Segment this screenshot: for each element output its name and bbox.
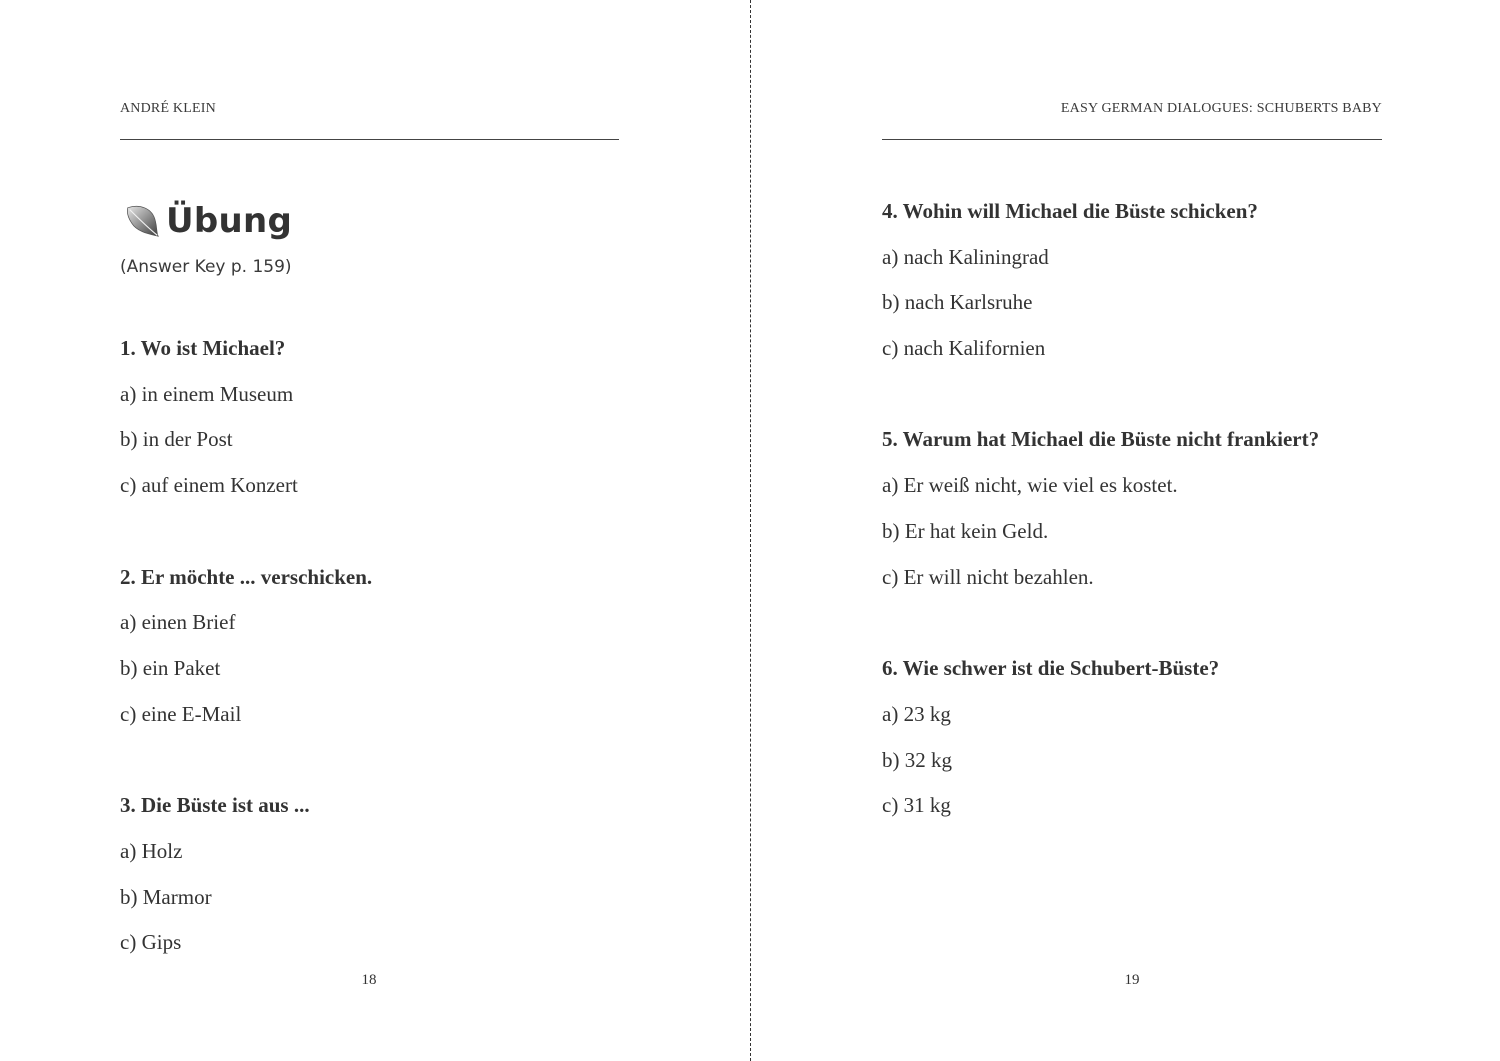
- question-5-option-b: b) Er hat kein Geld.: [882, 519, 1049, 543]
- question-2-option-a: a) einen Brief: [120, 610, 236, 634]
- question-1-option-a: a) in einem Museum: [120, 382, 294, 406]
- question-1-option-b: b) in der Post: [120, 427, 233, 451]
- exercise-heading: [124, 196, 292, 246]
- question-1: 1. Wo ist Michael?: [120, 336, 286, 360]
- question-4-option-b: b) nach Karlsruhe: [882, 290, 1033, 314]
- page-number: 18: [361, 972, 377, 988]
- right-page: [882, 0, 1382, 1061]
- running-head-author: ANDRÉ KLEIN: [120, 101, 216, 116]
- question-2-option-b: b) ein Paket: [120, 656, 221, 680]
- page-divider: [750, 0, 751, 1061]
- left-page: [120, 0, 619, 1061]
- question-2: 2. Er möchte ... verschicken.: [120, 565, 373, 589]
- page-number: 19: [1124, 972, 1140, 988]
- question-6-option-b: b) 32 kg: [882, 748, 952, 772]
- question-3-option-a: a) Holz: [120, 839, 183, 863]
- question-6-option-a: a) 23 kg: [882, 702, 951, 726]
- question-2-option-c: c) eine E-Mail: [120, 702, 242, 726]
- question-6: 6. Wie schwer ist die Schubert-Büste?: [882, 656, 1220, 680]
- question-6-option-c: c) 31 kg: [882, 793, 951, 817]
- heading-title: Übung: [166, 201, 293, 241]
- question-5-option-a: a) Er weiß nicht, wie viel es kostet.: [882, 473, 1178, 497]
- question-1-option-c: c) auf einem Konzert: [120, 473, 298, 497]
- question-4: 4. Wohin will Michael die Büste schicken?: [882, 199, 1258, 223]
- leaf-icon: [124, 202, 162, 240]
- question-4-option-c: c) nach Kalifornien: [882, 336, 1046, 360]
- question-5-option-c: c) Er will nicht bezahlen.: [882, 565, 1094, 589]
- answer-key-reference: (Answer Key p. 159): [120, 257, 292, 277]
- question-4-option-a: a) nach Kaliningrad: [882, 245, 1049, 269]
- question-5: 5. Warum hat Michael die Büste nicht frankiert?: [882, 427, 1320, 451]
- running-head-title: EASY GERMAN DIALOGUES: SCHUBERTS BABY: [1060, 101, 1382, 116]
- question-3-option-c: c) Gips: [120, 930, 182, 954]
- header-rule: [120, 139, 619, 140]
- question-3: 3. Die Büste ist aus ...: [120, 793, 310, 817]
- question-3-option-b: b) Marmor: [120, 885, 212, 909]
- header-rule: [882, 139, 1382, 140]
